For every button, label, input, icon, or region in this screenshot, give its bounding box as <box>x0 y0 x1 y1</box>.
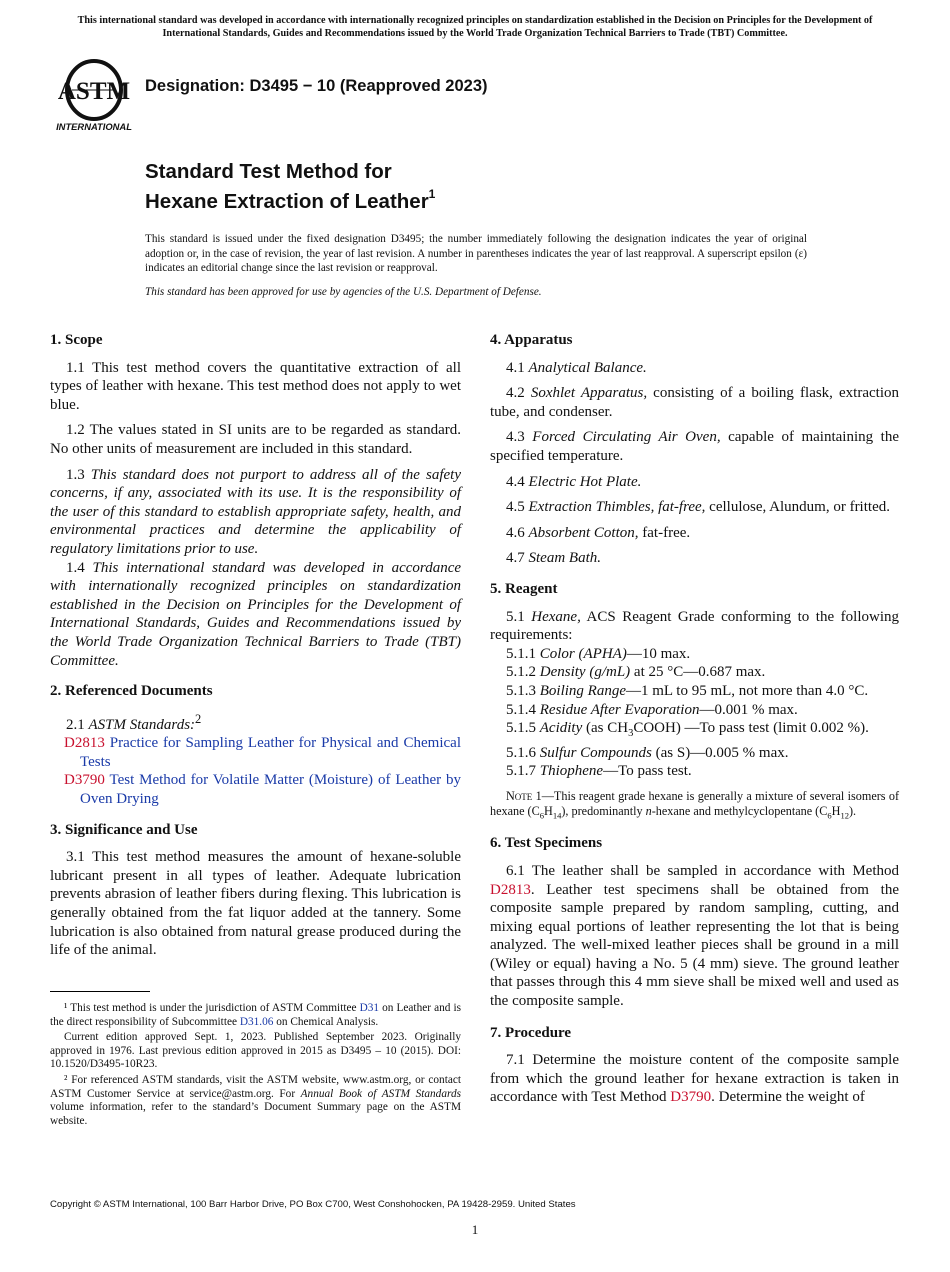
requirement-term: Boiling Range <box>539 682 626 699</box>
paragraph-2-1 <box>50 710 461 735</box>
apparatus-item <box>490 549 899 568</box>
paragraph-1-3 <box>50 466 461 559</box>
apparatus-term: Steam Bath. <box>528 550 601 567</box>
fn1-text-b: on Leather and is the direct responsibility of Subcommittee <box>50 1002 461 1028</box>
ref-title-d3790[interactable]: Test Method for Volatile Matter (Moisture) of Leather by Oven Drying <box>80 772 461 808</box>
requirement-term: Residue After Evaporation <box>539 701 700 718</box>
link-d2813[interactable]: D2813 <box>490 881 531 898</box>
requirement-5-1-5 <box>490 719 899 744</box>
apparatus-item <box>490 428 899 465</box>
paragraph-1-2: 1.2 The values stated in SI units are to be regarded as standard. No other units of measurement are included in this standard. <box>50 422 461 457</box>
section-heading-apparatus: 4. Apparatus <box>490 332 573 348</box>
reagent-requirements <box>490 645 899 719</box>
requirement-5-1-6 <box>490 744 899 763</box>
requirement-rest: —0.001 % max. <box>699 701 798 718</box>
requirement-num: 5.1.4 <box>506 701 540 718</box>
note-h-2: H <box>831 803 841 818</box>
text-7-1-b: . Determine the weight of <box>711 1089 865 1106</box>
requirement-num: 5.1.1 <box>506 645 540 662</box>
footnotes <box>50 1002 461 1128</box>
note-label: Note 1 <box>506 788 542 803</box>
apparatus-num: 4.3 <box>506 429 533 446</box>
title-text: Hexane Extraction of Leather <box>145 189 429 213</box>
paragraph-5-1 <box>490 608 899 645</box>
footnote-mark-2: 2 <box>195 711 202 726</box>
fn1-link-d3106[interactable]: D31.06 <box>239 1015 274 1028</box>
issuance-statement: This standard is issued under the fixed designation D3495; the number immediately following the designation indicates the year of original adoption or, in the case of revision, the year of last revision. A number in parentheses indicates the year of last reapproval. A superscript epsilon (ε) indicates an editorial change since the last revision or reapproval. <box>145 233 807 274</box>
paragraph-1-4 <box>50 559 461 671</box>
sub-3: 3 <box>628 728 634 740</box>
section-heading-significance: 3. Significance and Use <box>50 821 198 838</box>
section-heading-referenced-documents: 2. Referenced Documents <box>50 683 213 700</box>
note-italic-n: n <box>645 803 652 818</box>
paragraph-3-1: 3.1 This test method measures the amount of hexane-soluble lubricant present in all types of leather. Adequate lubrication prevents abrasion of leather fibers during flexing. This lubrication is generally obtained from the fat liquor added at the tannery. Some lubrication is also obtained from natural grease produced during the life of the animal. <box>50 849 461 959</box>
section-heading-procedure: 7. Procedure <box>490 1024 572 1041</box>
reagent-requirement <box>506 701 899 720</box>
apparatus-term: Electric Hot Plate. <box>528 473 642 490</box>
title-line-1: Standard Test Method for <box>145 160 392 183</box>
footnote-edition: Current edition approved Sept. 1, 2023. Published September 2023. Originally approved in 1976. Last previous edition approved in 2015 as D3495 – 10 (2015). DOI: 10.1520/D3495-10R23. <box>50 1031 461 1071</box>
ref-title-d2813[interactable]: Practice for Sampling Leather for Physical and Chemical Tests <box>80 735 461 770</box>
text-7-1-a: 7.1 Determine the moisture content of the composite sample from which the ground leather for hexane extraction is taken in accordance with Test Method <box>490 1052 899 1106</box>
note-text-c: -hexane and methylcyclopentane (C <box>651 803 828 818</box>
reagent-requirement <box>506 682 899 701</box>
left-column <box>50 331 461 960</box>
title-line-2 <box>145 184 435 214</box>
ref-code-d3790[interactable]: D3790 <box>64 772 105 789</box>
apparatus-rest: consisting of a boiling flask, extraction tube, and condenser. <box>490 385 899 420</box>
text-1-4: This international standard was developed in accordance with internationally recognized principles on standardization established in the Decision on Principles for the Development of International Standards, Guides and Recommendations issued by the World Trade Organization Technical Barriers to Trade (TBT) Committee. <box>50 559 462 669</box>
apparatus-term: Analytical Balance. <box>528 359 647 376</box>
apparatus-num: 4.6 <box>506 524 529 541</box>
reference-d3790 <box>50 771 461 808</box>
apparatus-item <box>490 524 899 543</box>
requirement-num: 5.1.2 <box>506 664 540 681</box>
requirement-term: Color (APHA) <box>539 645 627 662</box>
apparatus-rest: capable of maintaining the specified temperature. <box>490 429 899 464</box>
logo-letters: ASTM <box>57 78 131 105</box>
note-sub-1: 6 <box>539 810 545 821</box>
num-2-1: 2.1 <box>66 716 89 733</box>
apparatus-item <box>490 384 899 421</box>
dod-approval-note: This standard has been approved for use by agencies of the U.S. Department of Defense. <box>145 286 542 298</box>
apparatus-term: Forced Circulating Air Oven, <box>532 429 721 446</box>
term-acidity: Acidity <box>539 720 583 737</box>
apparatus-term: Extraction Thimbles, fat-free, <box>528 499 706 516</box>
num-5-1-6: 5.1.6 <box>506 744 540 761</box>
fn1-text-c: on Chemical Analysis. <box>273 1015 379 1028</box>
note-sub-2: 14 <box>552 810 562 821</box>
note-text-b: ), predominantly <box>561 803 646 818</box>
note-text-a: —This reagent grade hexane is generally a mixture of several isomers of hexane (C <box>490 788 900 818</box>
apparatus-rest: cellulose, Alundum, or fritted. <box>705 499 890 516</box>
apparatus-term: Absorbent Cotton, <box>528 524 639 541</box>
requirement-5-1-7 <box>490 762 899 781</box>
num-5-1-7: 5.1.7 <box>506 763 540 780</box>
fn2-italic: Annual Book of ASTM Standards <box>300 1087 461 1100</box>
num-1-3: 1.3 <box>66 466 91 483</box>
requirement-term: Density (g/mL) <box>539 664 631 681</box>
requirement-rest: —1 mL to 95 mL, not more than 4.0 °C. <box>626 682 869 699</box>
text-1-3: This standard does not purport to address all of the safety concerns, if any, associated with its use. It is the responsibility of the user of this standard to establish appropriate safety, health, and environmental practices and determine the applicability of regulatory limitations prior to use. <box>50 466 461 557</box>
term-sulfur: Sulfur Compounds <box>539 744 652 761</box>
fn1-text-a: ¹ This test method is under the jurisdiction of ASTM Committee <box>64 1002 360 1014</box>
apparatus-num: 4.2 <box>506 385 531 402</box>
term-thiophene: Thiophene <box>539 763 604 780</box>
note-sub-3: 6 <box>827 810 832 821</box>
apparatus-num: 4.4 <box>506 473 529 490</box>
text-5-1-5-b: COOH) —To pass test (limit 0.002 %). <box>633 720 869 737</box>
requirement-num: 5.1.3 <box>506 682 540 699</box>
document-title <box>145 159 435 214</box>
astm-logo <box>52 56 136 136</box>
reference-d2813 <box>50 734 461 771</box>
section-heading-scope: 1. Scope <box>50 332 103 348</box>
note-text-d: ). <box>848 803 857 818</box>
apparatus-term: Soxhlet Apparatus, <box>530 385 648 402</box>
paragraph-1-1: 1.1 This test method covers the quantitative extraction of all types of leather with hexane. This test method does not apply to wet blue. <box>50 359 461 413</box>
text-5-1: ACS Reagent Grade conforming to the following requirements: <box>490 608 899 644</box>
footnote-rule <box>50 991 150 992</box>
apparatus-item <box>490 359 899 378</box>
link-d3790[interactable]: D3790 <box>670 1089 712 1106</box>
section-heading-test-specimens: 6. Test Specimens <box>490 835 603 852</box>
fn2-text-b: volume information, refer to the standard’s Document Summary page on the ASTM website. <box>50 1101 461 1127</box>
requirement-rest: at 25 °C—0.687 max. <box>630 664 766 681</box>
text-6-1-b: . Leather test specimens shall be obtained from the composite sample prepared by random sampling, cutting, and mixing equal portions of leather representing the lot that is being analyzed. The well-mixed leather pieces shall be ground in a mill (Wiley or equal) having a No. 5 (4 mm) sieve. The ground leather that passes through this 4 mm sieve shall be mixed well and used as the composite sample. <box>490 881 899 1010</box>
apparatus-num: 4.1 <box>506 359 529 376</box>
title-footnote-mark: 1 <box>428 187 436 201</box>
note-h-1: H <box>544 803 553 818</box>
footnote-1 <box>50 1002 461 1029</box>
num-5-1-5: 5.1.5 <box>506 720 540 737</box>
fn1-link-d31[interactable]: D31 <box>359 1002 380 1014</box>
reagent-requirement <box>506 663 899 682</box>
tbt-banner: This international standard was developed in accordance with internationally recognized principles on standardization established in the Decision on Principles for the Development of International Standards, Guides and Recommendations issued by the World Trade Organization Technical Barriers to Trade (TBT) Committee. <box>77 15 873 39</box>
page-number: 1 <box>471 1222 479 1237</box>
apparatus-num: 4.7 <box>506 550 529 567</box>
section-heading-reagent: 5. Reagent <box>490 580 558 597</box>
num-1-4: 1.4 <box>66 559 93 576</box>
term-hexane: Hexane, <box>531 608 581 625</box>
note-1 <box>490 789 899 823</box>
text-2-1: ASTM Standards: <box>88 716 196 733</box>
apparatus-item <box>490 473 899 492</box>
text-6-1-a: 6.1 The leather shall be sampled in accordance with Method <box>506 862 899 879</box>
right-column <box>490 331 899 1107</box>
apparatus-item <box>490 498 899 517</box>
apparatus-rest: fat-free. <box>638 524 691 541</box>
astm-logo-mark <box>52 56 136 136</box>
logo-international: INTERNATIONAL <box>56 121 132 132</box>
designation: Designation: D3495 − 10 (Reapproved 2023) <box>145 77 488 95</box>
text-5-1-7: —To pass test. <box>603 763 692 780</box>
ref-code-d2813[interactable]: D2813 <box>64 735 105 752</box>
paragraph-6-1 <box>490 862 899 1011</box>
note-sub-4: 12 <box>840 810 849 821</box>
apparatus-list <box>490 359 899 568</box>
copyright-line: Copyright © ASTM International, 100 Barr Harbor Drive, PO Box C700, West Conshohocken, PA 19428-2959. United States <box>50 1199 576 1210</box>
text-5-1-6: (as S)—0.005 % max. <box>651 744 789 761</box>
num-5-1: 5.1 <box>506 608 532 625</box>
text-5-1-5-a: (as CH <box>582 720 629 737</box>
fn2-text-a: ² For referenced ASTM standards, visit the ASTM website, www.astm.org, or contact ASTM Customer Service at service@astm.org. For <box>50 1073 461 1100</box>
reagent-requirement <box>506 645 899 664</box>
requirement-rest: —10 max. <box>626 645 691 662</box>
footnote-2 <box>50 1074 461 1128</box>
apparatus-num: 4.5 <box>506 499 529 516</box>
paragraph-7-1 <box>490 1051 899 1107</box>
